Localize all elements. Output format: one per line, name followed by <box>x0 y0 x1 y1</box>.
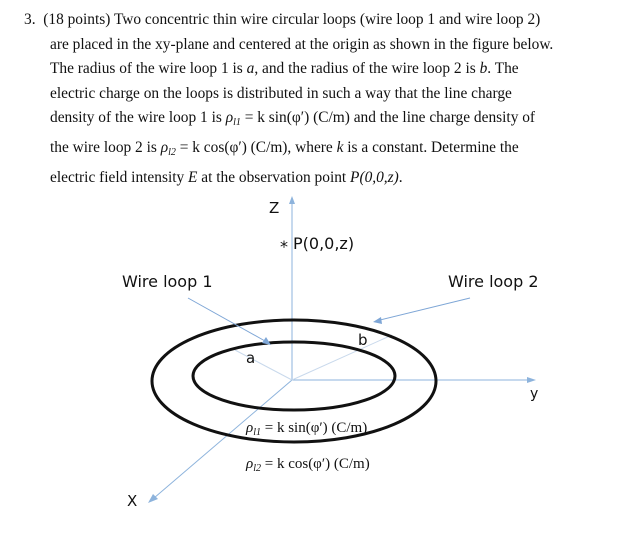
radius-b-label: b <box>358 331 368 349</box>
eq-loop2-rest: = k cos(φ′) (C/m) <box>260 456 370 472</box>
radius-a-label: a <box>246 349 256 367</box>
eq-loop1-sub: l1 <box>253 427 261 438</box>
eq-loop1-rho: ρ <box>246 420 254 436</box>
rho2-symbol: ρ <box>160 138 169 156</box>
eq-loop2-rho: ρ <box>246 456 254 472</box>
z-axis-arrow <box>289 196 295 204</box>
problem-text-l3a: The radius of the wire loop 1 is <box>50 60 247 78</box>
rho1-symbol: ρ <box>225 109 234 127</box>
x-axis <box>154 380 292 498</box>
rho1-subscript: l1 <box>233 117 241 129</box>
eq-loop2 <box>245 456 370 474</box>
problem-text-l6c: is a constant. Determine the <box>343 138 519 156</box>
problem-text-l5a: density of the wire loop 1 is <box>50 109 226 127</box>
problem-text-l5b: and the line charge density of <box>349 109 536 127</box>
problem-text-l3b: , and the radius of the wire loop 2 is <box>254 60 480 78</box>
problem-text-l7c: . <box>398 168 403 186</box>
point-label: P(0,0,z) <box>293 234 355 253</box>
problem-text-l7a: electric field intensity <box>50 168 189 186</box>
problem-number: 3. <box>24 11 36 28</box>
var-e-vector: E <box>188 168 198 186</box>
x-axis-label: X <box>127 492 138 510</box>
eq2-inline: = k cos(φ′) (C/m), <box>175 138 292 156</box>
var-k: k <box>336 138 344 156</box>
problem-text-l6b: where <box>291 138 337 156</box>
var-b: b <box>479 60 488 78</box>
problem-text-l7b: at the observation point <box>197 168 351 186</box>
problem-text-l1: Two concentric thin wire circular loops (wire loop 1 and wire loop 2) <box>113 11 541 28</box>
eq-loop1 <box>245 420 367 438</box>
y-axis-arrow <box>527 377 536 383</box>
rho2-subscript: l2 <box>168 146 176 158</box>
loop2-leader-arrow <box>373 317 382 324</box>
loop2-leader-line <box>380 298 470 320</box>
point-marker: * <box>280 237 288 256</box>
wire-loop-1 <box>193 342 395 410</box>
z-axis-label: Z <box>269 199 280 217</box>
problem-points: (18 points) <box>43 11 111 28</box>
var-a: a <box>246 60 255 78</box>
eq-loop1-rest: = k sin(φ′) (C/m) <box>260 420 368 436</box>
y-axis-label: y <box>530 386 539 402</box>
eq1-inline: = k sin(φ′) (C/m) <box>240 109 350 127</box>
problem-text-l3c: . The <box>487 60 519 78</box>
problem-text-l6a: the wire loop 2 is <box>50 138 161 156</box>
problem-text-l2: are placed in the xy-plane and centered at the origin as shown in the figure below. <box>50 35 554 53</box>
loop1-label: Wire loop 1 <box>122 272 213 291</box>
problem-text-l4: electric charge on the loops is distributed in such a way that the line charge <box>50 84 512 102</box>
observation-point: P(0,0,z) <box>350 168 399 186</box>
eq-loop2-sub: l2 <box>253 463 261 474</box>
loop2-label: Wire loop 2 <box>448 272 539 291</box>
radius-a-line <box>235 350 292 380</box>
